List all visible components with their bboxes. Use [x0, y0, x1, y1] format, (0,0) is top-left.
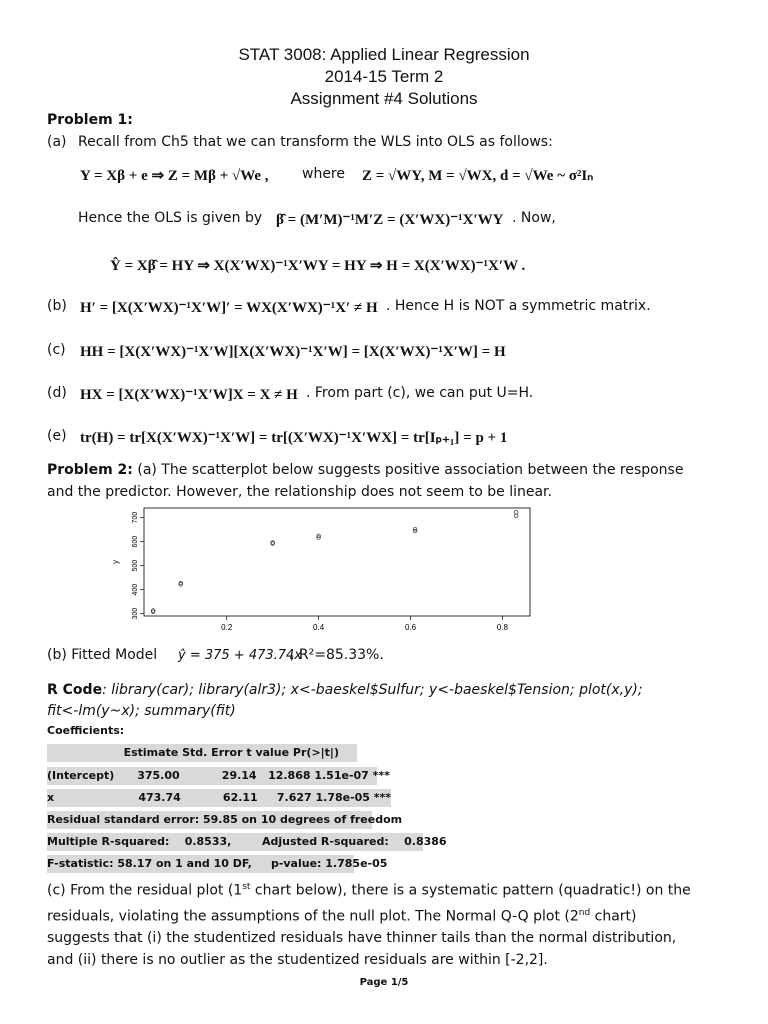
wls-transform-equation: Y = Xβ + e ⇒ Z = Mβ + √We , [80, 168, 269, 184]
x-tick-label: 0.4 [313, 623, 325, 632]
problem1-a-text: Recall from Ch5 that we can transform the WLS into OLS as follows: [78, 134, 553, 150]
hx-equation: HX = [X(X′WX)⁻¹X′W]X = X ≠ H [80, 387, 298, 403]
problem2-heading: Problem 2: [47, 462, 133, 478]
fitted-model-equation: ŷ = 375 + 473.74x [178, 648, 303, 663]
f-statistic-summary: F-statistic: 58.17 on 1 and 10 DF, p-value: 1.785e-05 [47, 855, 354, 873]
problem1-a-label: (a) [47, 134, 67, 150]
problem2-c-line1: (c) From the residual plot (1st chart below), there is a systematic pattern (quadratic!) on the [47, 882, 691, 899]
idempotent-equation: HH = [X(X′WX)⁻¹X′W][X(X′WX)⁻¹X′W] = [X(X′WX)⁻¹X′W] = H [80, 344, 506, 360]
trace-equation: tr(H) = tr[X(X′WX)⁻¹X′W] = tr[(X′WX)⁻¹X′WX] = tr[Iₚ₊₁] = p + 1 [80, 430, 508, 446]
rcode-label: R Code [47, 682, 103, 698]
problem1-b-text: . Hence H is NOT a symmetric matrix. [386, 298, 651, 314]
problem2-a-text: (a) The scatterplot below suggests positive association between the response [132, 462, 684, 478]
x-tick-label: 0.6 [404, 623, 417, 632]
document-title: STAT 3008: Applied Linear Regression [238, 45, 530, 64]
problem2-b-label: (b) Fitted Model [47, 647, 158, 663]
y-tick-label: 700 [132, 511, 139, 524]
y-tick-label: 600 [132, 535, 139, 548]
coefficients-title: Coefficients: [47, 724, 125, 737]
problem1-e-label: (e) [47, 428, 67, 444]
problem2-c-paragraph [47, 876, 747, 971]
document-term: 2014-15 Term 2 [324, 67, 444, 86]
hat-matrix-equation: Ŷ = Xβ̂ = HY ⇒ X(X′WX)⁻¹X′WY = HY ⇒ H = X(X′WX)⁻¹X′W . [110, 258, 526, 274]
coefficients-x-row: x 473.74 62.11 7.627 1.78e-05 *** [47, 789, 391, 807]
r-squared-text: , R²=85.33%. [290, 647, 384, 663]
plot-frame [144, 508, 530, 616]
scatterplot [112, 506, 532, 636]
problem2-c-line4: and (ii) there is no outlier as the studentized residuals are within [-2,2]. [47, 952, 548, 969]
rcode-text-1: : library(car); library(alr3); x<-baeskel$Sulfur; y<-baeskel$Tension; plot(x,y); [102, 682, 643, 698]
x-tick-label: 0.2 [221, 623, 233, 632]
h-transpose-equation: H′ = [X(X′WX)⁻¹X′W]′ = WX(X′WX)⁻¹X′ ≠ H [80, 300, 378, 316]
rcode-line2: fit<-lm(y~x); summary(fit) [47, 703, 236, 719]
y-tick-label: 500 [132, 559, 139, 572]
problem1-d-text: . From part (c), we can put U=H. [306, 385, 534, 401]
problem1-b-label: (b) [47, 298, 67, 314]
y-tick-label: 300 [132, 607, 139, 620]
problem1-heading: Problem 1: [47, 112, 133, 128]
residual-standard-error: Residual standard error: 59.85 on 10 degrees of freedom [47, 811, 372, 829]
problem2-a-line2: and the predictor. However, the relationship does not seem to be linear. [47, 484, 552, 500]
r-squared-summary: Multiple R-squared: 0.8533, Adjusted R-squared: 0.8386 [47, 833, 423, 851]
ols-text: Hence the OLS is given by [78, 210, 263, 226]
y-tick-label: 400 [132, 583, 139, 596]
problem2-c-line3: suggests that (i) the studentized residuals have thinner tails than the normal distribution, [47, 930, 677, 947]
now-text: . Now, [512, 210, 556, 226]
problem2-a-line1 [47, 462, 683, 478]
coefficients-header: Estimate Std. Error t value Pr(>|t|) [47, 744, 357, 762]
problem1-d-label: (d) [47, 385, 67, 401]
where-word: where [302, 166, 345, 182]
y-axis-label: y [111, 560, 120, 564]
problem2-c-line2: residuals, violating the assumptions of the null plot. The Normal Q-Q plot (2nd chart) [47, 907, 637, 925]
coefficients-intercept-row: (Intercept) 375.00 29.14 12.868 1.51e-07 *** [47, 767, 377, 785]
problem1-c-label: (c) [47, 342, 66, 358]
transformed-variables-equation: Z = √WY, M = √WX, d = √We ~ σ²Iₙ [362, 168, 594, 184]
ols-estimator-equation: β̂ = (M′M)⁻¹M′Z = (X′WX)⁻¹X′WY [276, 212, 504, 228]
page-number: Page 1/5 [359, 977, 409, 988]
x-tick-label: 0.8 [496, 623, 508, 632]
rcode-line1 [47, 682, 643, 698]
document-subtitle: Assignment #4 Solutions [290, 89, 478, 108]
